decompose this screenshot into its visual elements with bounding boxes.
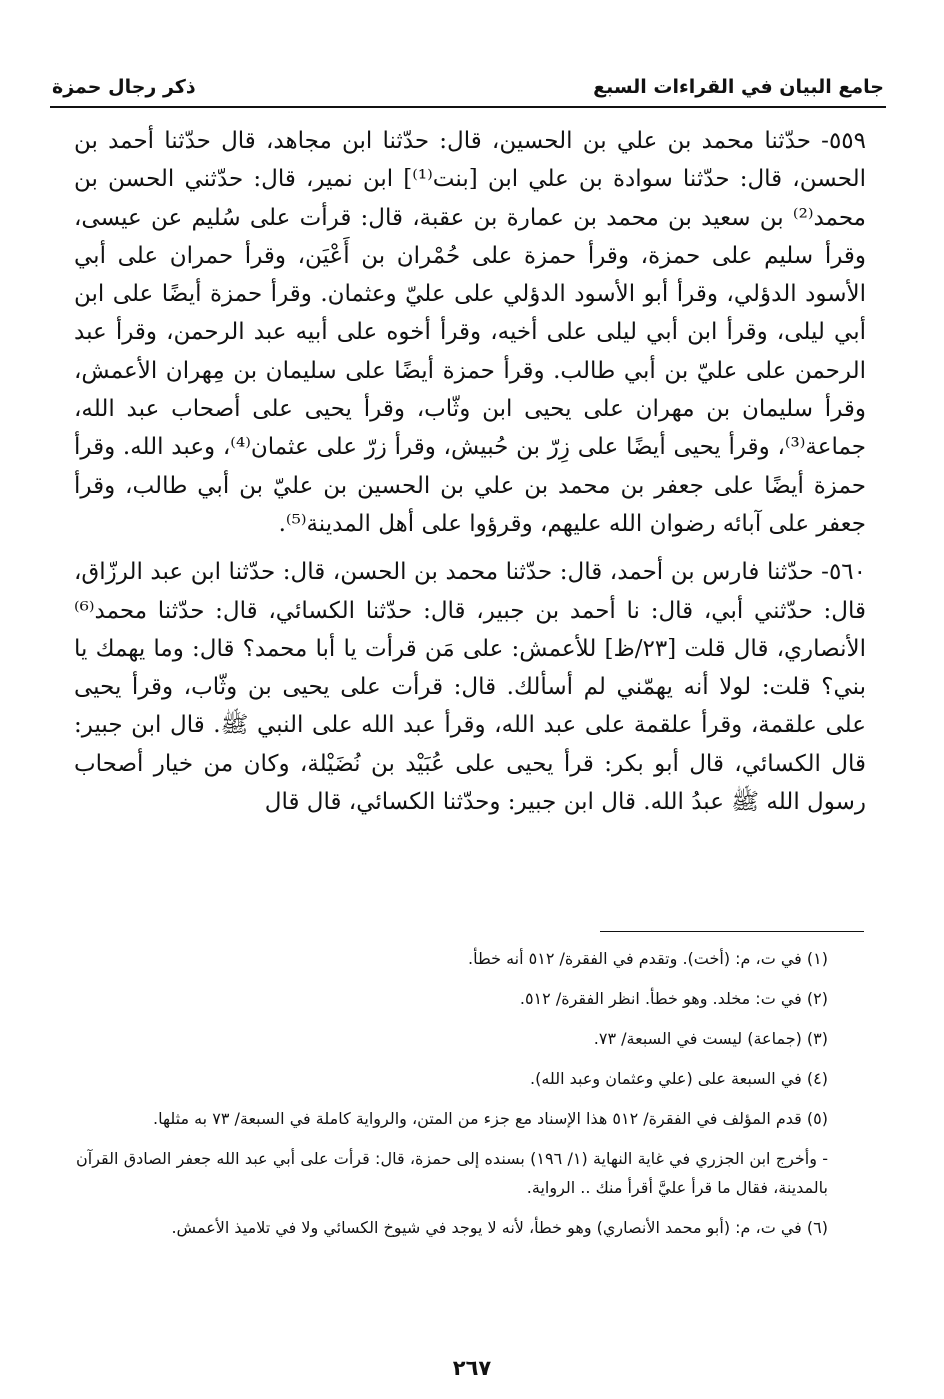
paragraph-559: ٥٥٩- حدّثنا محمد بن علي بن الحسين، قال: حدّثنا ابن مجاهد، قال حدّثنا أحمد بن الحسن، قال: حدّثنا سوادة بن علي ابن [بنت⁽¹⁾] ابن نمير، قال: حدّثني الحسن بن محمد⁽²⁾ بن سعيد بن محمد بن عمارة بن عقبة، قال: قرأت على سُليم عن عيسى، وقرأ سليم على حمزة، وقرأ حمزة على حُمْران بن أَعْيَن، وقرأ حمران على أبي الأسود الدؤلي، وقرأ أبو الأسود الدؤلي على عليّ وعثمان. وقرأ حمزة أيضًا على ابن أبي ليلى، وقرأ ابن أبي ليلى على أخيه، وقرأ أخوه على أبيه عبد الرحمن، وقرأ عبد الرحمن على عليّ بن أبي طالب. وقرأ حمزة أيضًا على سليمان بن مِهران الأعمش، وقرأ سليمان بن مهران على يحيى ابن وثّاب، وقرأ يحيى على أصحاب عبد الله، جماعة⁽³⁾، وقرأ يحيى أيضًا على زِرّ بن حُبيش، وقرأ زرّ على عثمان⁽⁴⁾، وعبد الله. وقرأ حمزة أيضًا على جعفر بن محمد بن علي بن الحسين بن عليّ بن أبي طالب، وقرأ جعفر على آبائه رضوان الله عليهم، وقرؤوا على أهل المدينة⁽⁵⁾.: [74, 128, 867, 537]
section-title: ذكر رجال حمزة: [52, 76, 196, 98]
footnote-3: (٣) (جماعة) ليست في السبعة/ ٧٣.: [593, 1029, 828, 1048]
footnote-6: (٦) في ت، م: (أبو محمد الأنصاري) وهو خطأ، لأنه لا يوجد في شيوخ الكسائي ولا في تلاميذ الأعمش.: [171, 1218, 828, 1237]
paragraph-560: ٥٦٠- حدّثنا فارس بن أحمد، قال: حدّثنا محمد بن الحسن، قال: حدّثنا ابن عبد الرزّاق، قال: حدّثني أبي، قال: نا أحمد بن جبير، قال: حدّثنا الكسائي، قال: حدّثنا محمد⁽⁶⁾ الأنصاري، قال قلت [٢٣/ظ] للأعمش: على مَن قرأت يا أبا محمد؟ قال: وما يهمك يا بني؟ قلت: لولا أنه يهمّني لم أسألك. قال: قرأت على يحيى بن وثّاب، وقرأ يحيى على علقمة، وقرأ علقمة على عبد الله، وقرأ عبد الله على النبي ﷺ. قال ابن جبير: قال الكسائي، قال أبو بكر: قرأ يحيى على عُبَيْد بن نُضَيْلة، وكان من خيار أصحاب رسول الله ﷺ عبدُ الله. قال ابن جبير: وحدّثنا الكسائي، قال قال: [74, 559, 866, 816]
header-divider: [50, 106, 886, 108]
footnote-5-continuation: - وأخرج ابن الجزري في غاية النهاية (١/ ١٩٦) بسنده إلى حمزة، قال: قرأت على أبي عبد الله جعفر الصادق القرآن بالمدينة، فقال ما قرأ عليَّ أقرأ منك .. الرواية.: [76, 1149, 829, 1197]
footnotes: [76, 944, 828, 1253]
running-header: [52, 72, 884, 106]
footnote-4: (٤) في السبعة على (علي وعثمان وعبد الله).: [530, 1069, 828, 1088]
book-title: جامع البيان في القراءات السبع: [593, 76, 884, 98]
footnote-5: (٥) قدم المؤلف في الفقرة/ ٥١٢ هذا الإسناد مع جزء من المتن، والرواية كاملة في السبعة/ ٧٣ به مثلها.: [152, 1109, 828, 1128]
footnote-divider: [600, 931, 864, 932]
main-text: [74, 122, 866, 831]
page-number: ٢٦٧: [452, 1356, 492, 1380]
footnote-2: (٢) في ت: مخلد. وهو خطأ. انظر الفقرة/ ٥١٢.: [519, 989, 828, 1008]
footnote-1: (١) في ت، م: (أخت). وتقدم في الفقرة/ ٥١٢ أنه خطأ.: [468, 949, 828, 968]
